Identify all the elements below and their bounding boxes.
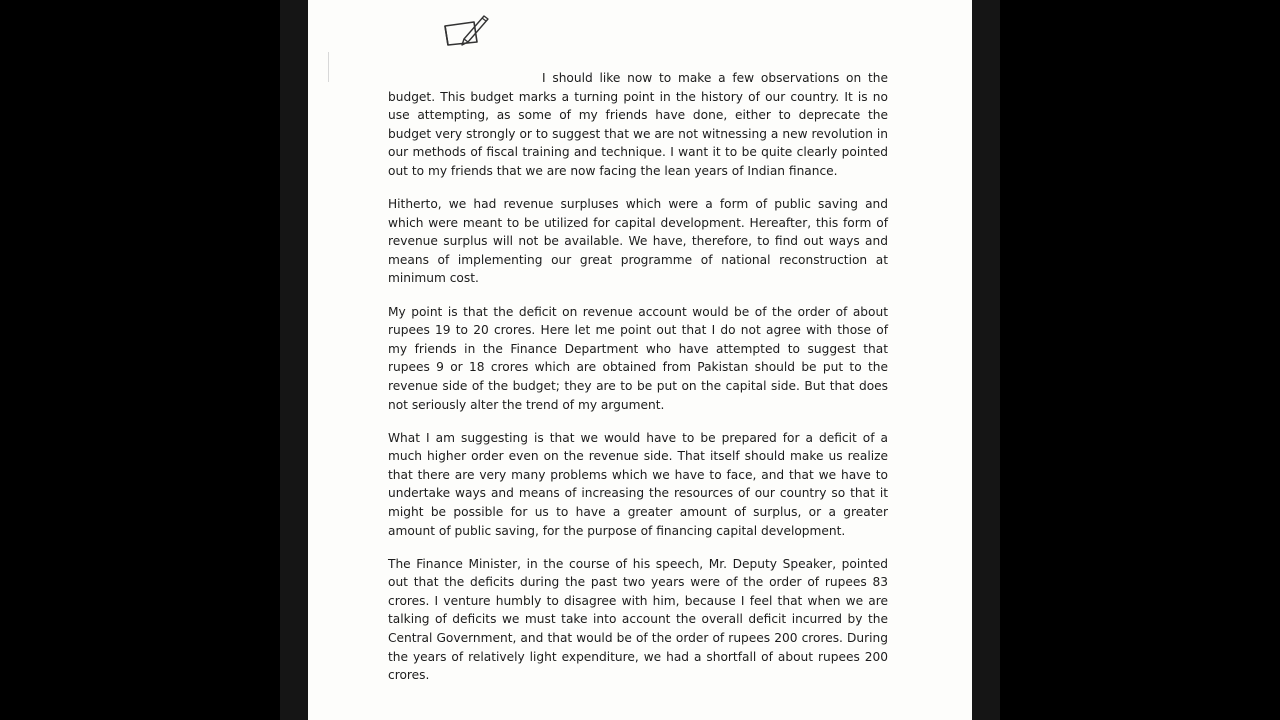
left-letterbox-edge xyxy=(280,0,308,720)
right-letterbox-edge xyxy=(972,0,1000,720)
paragraph-4: What I am suggesting is that we would have to be prepared for a deficit of a much higher order even on the revenue side. That itself should make us realize that there are very many problems which we have to face, and that we have to undertake ways and means of increasing the resources of our country so that it might be possible for us to have a greater amount of surplus, or a greater amount of public saving, for the purpose of financing capital development. xyxy=(388,430,888,538)
paragraph-1: I should like now to make a few observations on the budget. This budget marks a turning point in the history of our country. It is no use attempting, as some of my friends have done, either to deprecate the budget very strongly or to suggest that we are not witnessing a new revolution in our methods of fiscal training and technique. I want it to be quite clearly pointed out to my friends that we are now facing the lean years of Indian finance. xyxy=(388,71,888,178)
document-page xyxy=(308,0,972,720)
margin-mark xyxy=(328,52,329,82)
paragraph-3: My point is that the deficit on revenue account would be of the order of about rupees 19 to 20 crores. Here let me point out that I do not agree with those of my friends in the Finance Department who have attempted to suggest that rupees 9 or 18 crores which are obtained from Pakistan should be put to the revenue side of the budget; they are to be put on the capital side. But that does not seriously alter the trend of my argument. xyxy=(388,304,888,412)
paragraph-2: Hitherto, we had revenue surpluses which were a form of public saving and which were meant to be utilized for capital development. Hereafter, this form of revenue surplus will not be available. We have, therefore, to find out ways and means of implementing our great programme of national reconstruction at minimum cost. xyxy=(388,197,888,286)
paragraph-5: The Finance Minister, in the course of his speech, Mr. Deputy Speaker, pointed out that the deficits during the past two years were of the order of rupees 83 crores. I venture humbly to disagree with him, because I feel that when we are talking of deficits we must take into account the overall deficit incurred by the Central Government, and that would be of the order of rupees 200 crores. During the years of relatively light expenditure, we had a shortfall of about rupees 200 crores. xyxy=(388,556,888,683)
pen-and-paper-icon xyxy=(444,12,492,48)
speech-text xyxy=(388,69,888,699)
